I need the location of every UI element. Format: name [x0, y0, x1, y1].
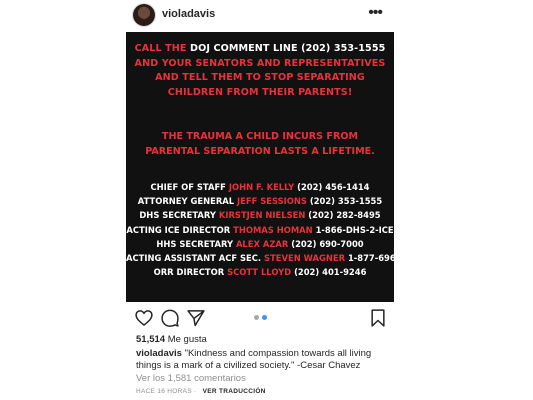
contact-title: ACTING ICE DIRECTOR	[126, 224, 231, 235]
contact-phone: 1-866-DHS-2-ICE	[315, 224, 394, 235]
contact-phone: (202) 282-8495	[308, 210, 381, 221]
post-action-bar	[126, 304, 394, 332]
post-username[interactable]: violadavis	[162, 8, 216, 20]
post-image[interactable]	[126, 32, 423, 302]
contact-name: ALEX AZAR	[235, 238, 289, 249]
headline-line-2: AND YOUR SENATORS AND REPRESENTATIVES	[134, 57, 386, 69]
carousel-dot[interactable]	[254, 315, 259, 320]
post-meta	[136, 388, 266, 395]
carousel-dot-active[interactable]	[262, 315, 267, 320]
view-comments-link[interactable]: Ver los 1,581 comentarios	[136, 373, 246, 384]
contact-row	[126, 223, 394, 237]
contact-name: JEFF SESSIONS	[237, 196, 307, 207]
contact-title: ATTORNEY GENERAL	[137, 196, 235, 207]
contact-name: THOMAS HOMAN	[233, 224, 313, 235]
caption-username[interactable]: violadavis	[136, 348, 182, 359]
bookmark-icon[interactable]	[368, 308, 388, 328]
profile-avatar[interactable]	[133, 4, 155, 26]
contact-phone: 1-877-696-6775	[347, 253, 423, 264]
trauma-line-2: PARENTAL SEPARATION LASTS A LIFETIME.	[145, 145, 375, 157]
likes-count[interactable]	[136, 334, 207, 345]
trauma-line-1: THE TRAUMA A CHILD INCURS FROM	[161, 131, 359, 142]
contact-name: SCOTT LLOYD	[227, 267, 292, 278]
contact-title: HHS SECRETARY	[156, 238, 234, 249]
likes-label: Me gusta	[167, 334, 207, 345]
post-timestamp[interactable]: HACE 16 HORAS	[136, 388, 192, 395]
contact-name: JOHN F. KELLY	[228, 182, 295, 192]
contact-row	[126, 208, 394, 222]
comment-bubble-icon[interactable]	[160, 308, 180, 328]
contact-name: STEVEN WAGNER	[264, 253, 346, 264]
headline-doj-line: DOJ COMMENT LINE (202) 353-1555	[190, 43, 386, 54]
image-headline	[126, 42, 394, 100]
contact-phone: (202) 456-1414	[297, 182, 370, 192]
contact-title: ORR DIRECTOR	[153, 267, 225, 278]
image-trauma-text	[126, 130, 394, 159]
contact-phone: (202) 690-7000	[291, 238, 364, 249]
headline-line-3: AND TELL THEM TO STOP SEPARATING	[155, 72, 365, 83]
caption-text: "Kindness and compassion towards all living things is a mark of a civilized society." -Cesar Chavez	[136, 348, 372, 371]
more-options-icon[interactable]: •••	[368, 4, 382, 21]
heart-icon[interactable]	[134, 308, 154, 328]
carousel-indicator	[254, 315, 267, 320]
post-header	[126, 0, 394, 32]
contact-phone: (202) 353-1555	[309, 196, 383, 207]
contact-row	[126, 237, 394, 251]
likes-number: 51,514	[136, 334, 166, 345]
contact-phone: (202) 401-9246	[294, 267, 367, 278]
contact-row	[126, 180, 394, 194]
headline-call-prefix: CALL THE	[134, 43, 187, 54]
contact-name: KIRSTJEN NIELSEN	[218, 210, 306, 221]
contact-row	[126, 251, 423, 265]
contact-title: ACTING ASSISTANT ACF SEC.	[126, 253, 262, 264]
contact-list	[126, 180, 423, 279]
headline-line-1	[126, 42, 394, 57]
paper-plane-icon[interactable]	[186, 308, 206, 328]
see-translation-button[interactable]: VER TRADUCCIÓN	[202, 388, 266, 395]
meta-separator: ·	[194, 388, 197, 395]
headline-line-4: CHILDREN FROM THEIR PARENTS!	[167, 86, 353, 98]
contact-title: DHS SECRETARY	[139, 210, 216, 221]
contact-title: CHIEF OF STAFF	[150, 182, 226, 192]
contact-row	[126, 265, 394, 279]
contact-row	[126, 194, 394, 208]
post-caption	[136, 348, 386, 371]
